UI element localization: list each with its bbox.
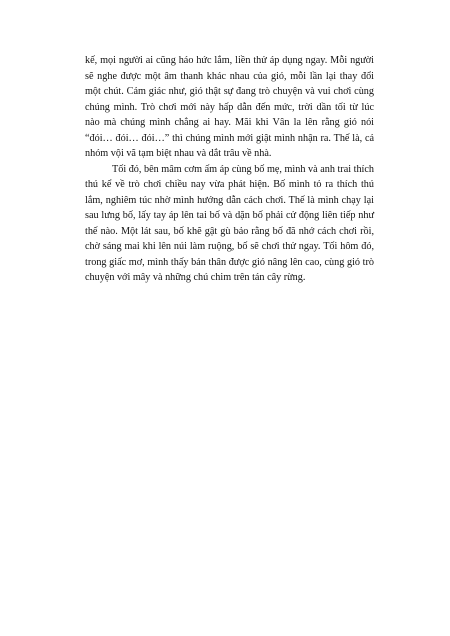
- paragraph-1: kế, mọi người ai cũng háo hức lắm, liền thử áp dụng ngay. Mỗi người sẽ nghe được một âm thanh khác nhau của gió, mỗi lần lại thay đổi một chút. Cảm giác như, gió thật sự đang trò chuyện và vui chơi cùng chúng mình. Trò chơi mới này hấp dẫn đến mức, trời dần tối từ lúc nào mà chúng mình chẳng ai hay. Mãi khi Vân la lên rằng gió nói “đói… đói… đói…” thì chúng mình mới giật mình nhận ra. Thế là, cả nhóm vội vã tạm biệt nhau và dắt trâu về nhà.: [85, 55, 374, 159]
- body-text: [85, 53, 374, 286]
- paragraph-2: Tối đó, bên mâm cơm ấm áp cùng bố mẹ, mình và anh trai thích thú kể về trò chơi chiều nay vừa phát hiện. Bố mình tỏ ra thích thú lắm, nghiêm túc nhờ mình hướng dẫn cách chơi. Thế là mình chạy lại sau lưng bố, lấy tay áp lên tai bố và dặn bố phải cử động liên tiếp như thế nào. Một lát sau, bố khẽ gật gù bảo rằng bố đã nhớ cách chơi rồi, chờ sáng mai khi lên núi làm ruộng, bố sẽ chơi thử ngay. Tối hôm đó, trong giấc mơ, mình thấy bản thân được gió nâng lên cao, cùng gió trò chuyện với mây và những chú chim trên tán cây rừng.: [85, 163, 374, 283]
